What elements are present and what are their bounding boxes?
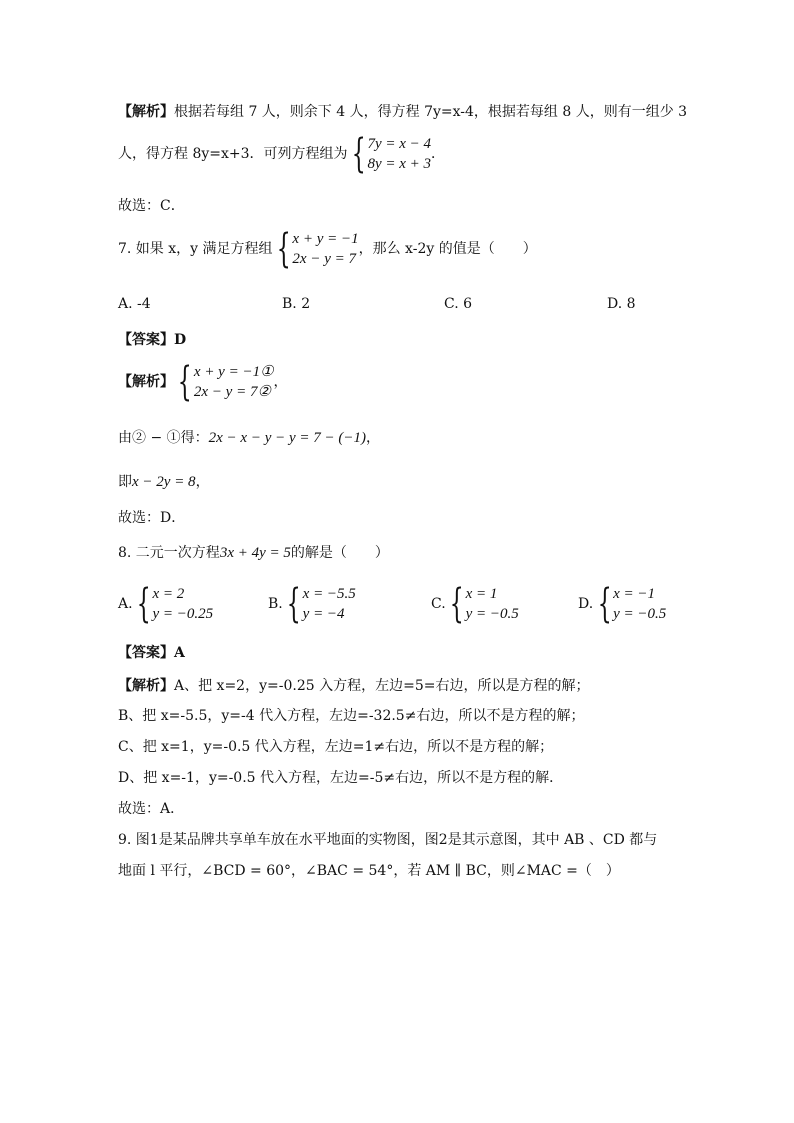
option-c: C. { x = 1 y = −0.5: [431, 581, 519, 627]
analysis-line-2: 人，得方程 8y=x+3．可列方程组为 { 7y = x − 4 8y = x + 3 ．: [118, 131, 445, 177]
equation: 7y = x − 4: [367, 136, 431, 152]
question-8: 8. 二元一次方程3x + 4y = 5的解是（ ）: [118, 545, 389, 561]
equation-system: { x + y = −1① 2x − y = 7②: [178, 359, 274, 405]
analysis-tag: 【解析】: [118, 374, 174, 390]
option-b: B. { x = −5.5 y = −4: [268, 581, 356, 627]
equation: 2x − y = 7: [292, 251, 356, 267]
equation: 3x + 4y = 5: [219, 545, 291, 561]
question-text: 7. 如果 x，y 满足方程组: [118, 241, 273, 257]
analysis-line-1: [118, 101, 687, 123]
answer-line: 【答案】D: [118, 332, 187, 348]
analysis-text: 人，得方程 8y=x+3．可列方程组为: [118, 146, 348, 162]
equation: x − 2y = 8: [132, 474, 196, 490]
equation: 2x − x − y − y = 7 − (−1): [208, 430, 366, 446]
option-d: D. { x = −1 y = −0.5: [578, 581, 667, 627]
equation: x + y = −1①: [193, 364, 274, 380]
step-line: 由② − ①得：2x − x − y − y = 7 − (−1)，: [118, 430, 380, 446]
option-d: D. 8: [607, 296, 636, 312]
choose-line: 故选：A．: [118, 801, 185, 817]
option-b: B. 2: [282, 296, 311, 312]
question-9-line-2: 地面 l 平行，∠BCD = 60°，∠BAC = 54°，若 AM ∥ BC，则∠MAC =（ ）: [118, 863, 620, 879]
option-c: C. 6: [444, 296, 473, 312]
equation: 2x − y = 7②: [193, 384, 271, 400]
question-9-line-1: 9. 图1是某品牌共享单车放在水平地面的实物图，图2是其示意图，其中 AB 、CD 都与: [118, 832, 658, 848]
analysis-text: 根据若每组 7 人，则余下 4 人，得方程 7y=x-4，根据若每组 8 人，则有一组少 3: [174, 104, 688, 120]
analysis-tag: 【解析】: [118, 678, 174, 694]
analysis-line: C、把 x=1，y=-0.5 代入方程，左边=1≠右边，所以不是方程的解；: [118, 739, 554, 755]
step-line: 即x − 2y = 8，: [118, 474, 210, 490]
analysis-tag: 【解析】: [118, 104, 174, 120]
answer-line: 【答案】A: [118, 645, 185, 661]
option-a: A. { x = 2 y = −0.25: [118, 581, 214, 627]
equation-system: { 7y = x − 4 8y = x + 3: [351, 131, 431, 177]
equation-system: { x + y = −1 2x − y = 7: [276, 226, 359, 272]
question-7: [118, 226, 537, 272]
equation: x + y = −1: [292, 231, 359, 247]
analysis-line: D、把 x=-1，y=-0.5 代入方程，左边=-5≠右边，所以不是方程的解．: [118, 770, 564, 786]
equation: 8y = x + 3: [367, 156, 431, 172]
option-a: A. -4: [118, 296, 151, 312]
choose-line: 故选：C．: [118, 198, 185, 214]
analysis-line: B、把 x=-5.5，y=-4 代入方程，左边=-32.5≠右边，所以不是方程的解；: [118, 708, 585, 724]
choose-line: 故选：D．: [118, 510, 186, 526]
analysis-line: 【解析】A、把 x=2，y=-0.25 入方程，左边=5=右边，所以是方程的解；: [118, 678, 590, 694]
question-text: ，那么 x-2y 的值是（ ）: [358, 241, 537, 257]
analysis-line: 【解析】 { x + y = −1① 2x − y = 7② ，: [118, 359, 288, 405]
